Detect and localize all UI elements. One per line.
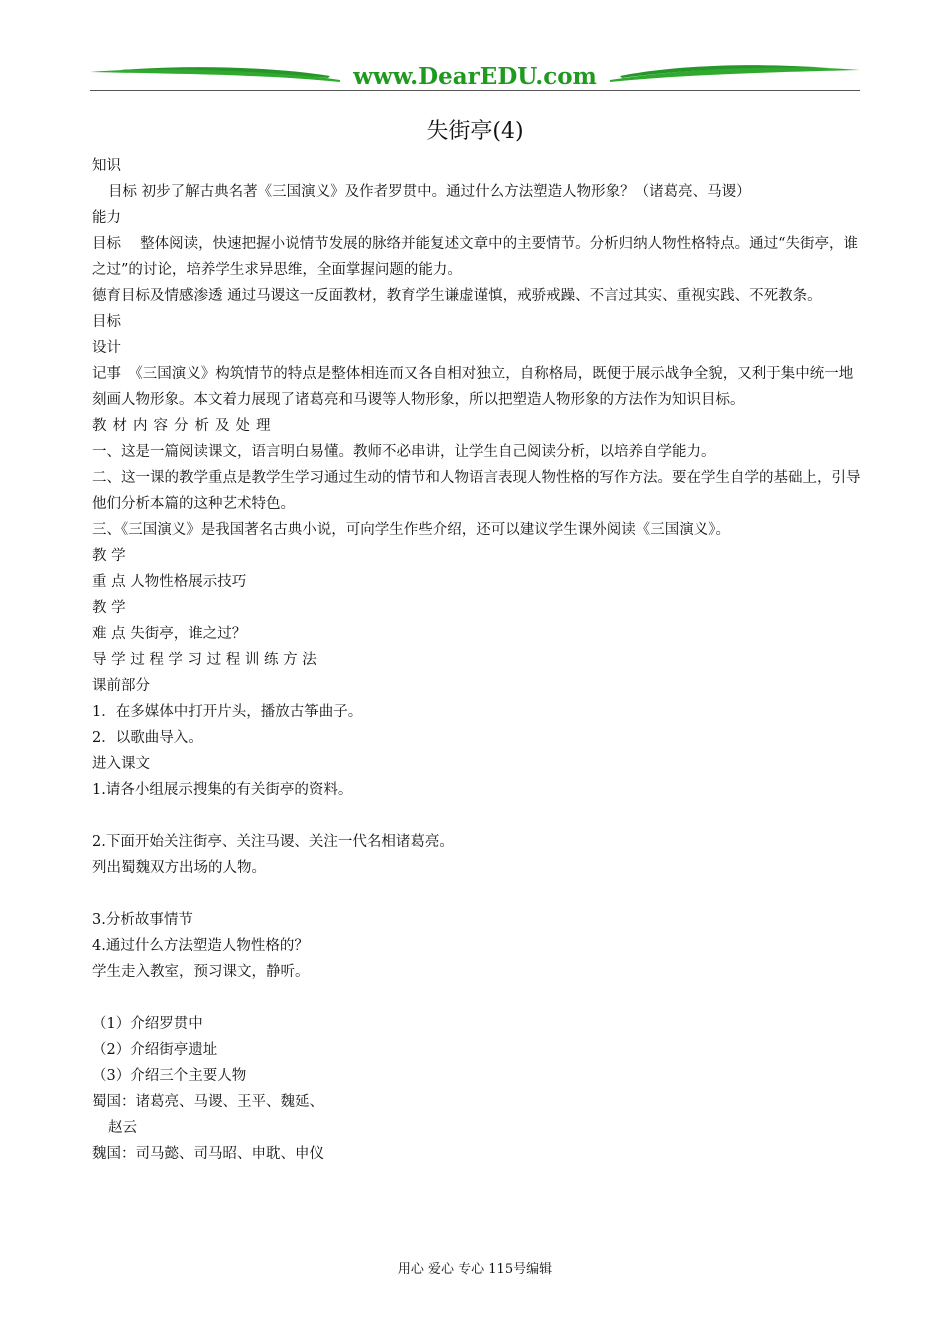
text-line: 教 学	[92, 600, 126, 616]
section-heading: 教材内容分析及处理	[92, 418, 277, 434]
page-footer: 用心 爱心 专心 115号编辑	[397, 1262, 553, 1277]
text-line: 目标 整体阅读，快速把握小说情节发展的脉络并能复述文章中的主要情节。分析归纳人物性格特点。通过“失街亭，谁之过”的讨论，培养学生求异思维，全面掌握问题的能力。	[92, 236, 859, 278]
text-line: 4.通过什么方法塑造人物性格的？	[92, 938, 309, 954]
text-line: 二、这一课的教学重点是教学生学习通过生动的情节和人物语言表现人物性格的写作方法。要在学生自学的基础上，引导他们分析本篇的这种艺术特色。	[92, 470, 861, 512]
text-line: 1．在多媒体中打开片头，播放古筝曲子。	[92, 704, 363, 720]
text-line: 德育目标及情感渗透 通过马谡这一反面教材，教育学生谦虚谨慎，戒骄戒躁、不言过其实、重视实践、不死教条。	[92, 288, 822, 304]
text-line: 赵云	[108, 1120, 137, 1136]
text-line: 魏国：司马懿、司马昭、申耽、申仪	[92, 1146, 324, 1162]
site-logo-text: www.DearEDU.com	[353, 63, 597, 90]
blank-line	[92, 881, 862, 907]
text-line: 进入课文	[92, 756, 150, 772]
text-line: （1）介绍罗贯中	[92, 1016, 203, 1032]
text-line: （2）介绍街亭遗址	[92, 1042, 218, 1058]
text-line: 目标	[92, 314, 121, 330]
blank-line	[92, 803, 862, 829]
text-line: 教 学	[92, 548, 126, 564]
text-line: 目标 初步了解古典名著《三国演义》及作者罗贯中。通过什么方法塑造人物形象？（诸葛亮、马谡）	[108, 184, 751, 200]
document-title: 失街亭(4)	[426, 119, 524, 144]
text-line: 学生走入教室，预习课文，静听。	[92, 964, 310, 980]
text-line: 1.请各小组展示搜集的有关街亭的资料。	[92, 782, 353, 798]
text-line: 导 学 过 程 学 习 过 程 训 练 方 法	[92, 652, 317, 668]
text-line: 列出蜀魏双方出场的人物。	[92, 860, 266, 876]
text-line: 能力	[92, 210, 121, 226]
header-divider	[90, 90, 860, 91]
text-line: 设计	[92, 340, 121, 356]
text-line: 2．以歌曲导入。	[92, 730, 203, 746]
text-line: 难 点 失街亭，谁之过？	[92, 626, 247, 642]
document-body	[92, 153, 862, 1167]
text-line: 一、这是一篇阅读课文，语言明白易懂。教师不必串讲，让学生自己阅读分析，以培养自学能力。	[92, 444, 716, 460]
blank-line	[92, 985, 862, 1011]
text-line: 3.分析故事情节	[92, 912, 193, 928]
text-line: 蜀国：诸葛亮、马谡、王平、魏延、	[92, 1094, 324, 1110]
text-line: 重 点 人物性格展示技巧	[92, 574, 247, 590]
text-line: （3）介绍三个主要人物	[92, 1068, 247, 1084]
text-line: 三、《三国演义》是我国著名古典小说，可向学生作些介绍，还可以建议学生课外阅读《三国演义》。	[92, 522, 730, 538]
text-line: 课前部分	[92, 678, 150, 694]
text-line: 2.下面开始关注街亭、关注马谡、关注一代名相诸葛亮。	[92, 834, 454, 850]
text-line: 记事 《三国演义》构筑情节的特点是整体相连而又各自相对独立，自称格局，既便于展示战争全貌，又利于集中统一地刻画人物形象。本文着力展现了诸葛亮和马谡等人物形象，所以把塑造人物形象的方法作为知识目标。	[92, 366, 854, 408]
text-line: 知识	[92, 158, 121, 174]
